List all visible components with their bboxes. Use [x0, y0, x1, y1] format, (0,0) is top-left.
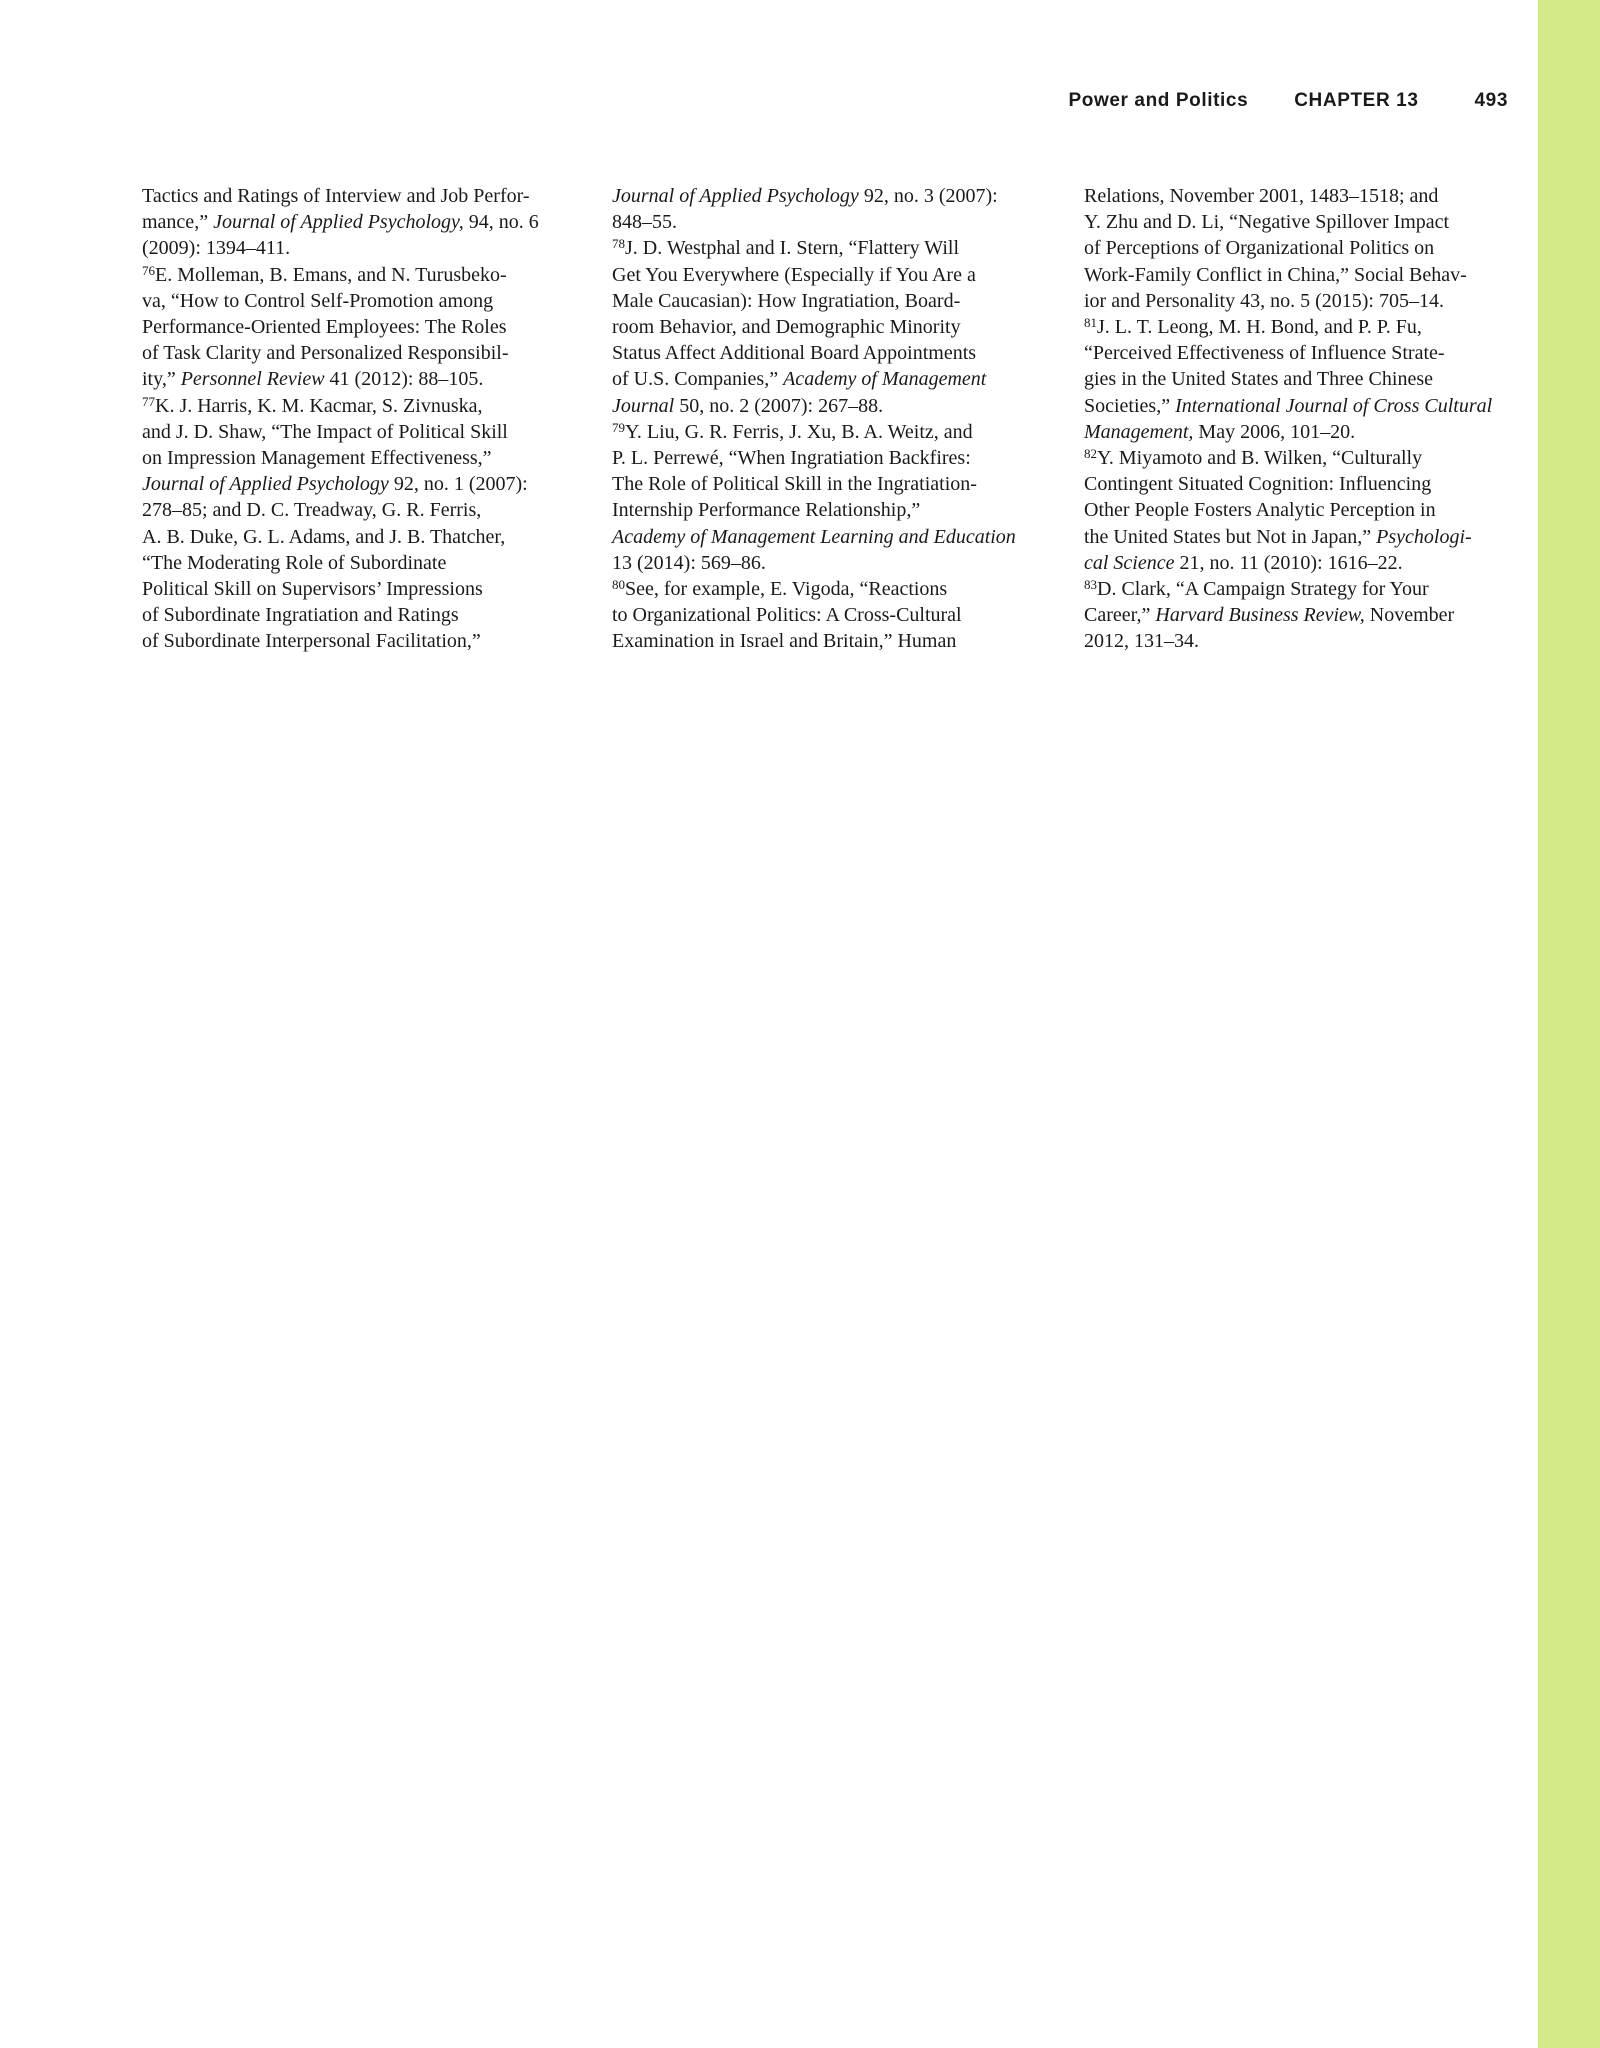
endnote-line [142, 183, 572, 209]
endnote-line [612, 393, 1042, 419]
endnote-line [1084, 183, 1522, 209]
endnote-line [1084, 209, 1522, 235]
endnote-text: mance,” [142, 211, 214, 234]
endnote-text: Career,” [1084, 604, 1156, 627]
endnote-text: va, “How to Control Self-Promotion among [142, 289, 494, 312]
endnote-text: The Role of Political Skill in the Ingratiation- [612, 473, 977, 496]
endnote-text: 278–85; and D. C. Treadway, G. R. Ferris, [142, 499, 482, 522]
page-number: 493 [1474, 90, 1508, 111]
endnote-text: of Task Clarity and Personalized Responsibil- [142, 342, 509, 365]
endnote-text: Y. Liu, G. R. Ferris, J. Xu, B. A. Weitz, and [625, 420, 973, 443]
endnote-text: the United States but Not in Japan,” [1084, 525, 1377, 548]
endnote-italic-text: Journal of Applied Psychology [142, 473, 389, 496]
endnote-text: Internship Performance Relationship,” [612, 499, 921, 522]
endnote-line [612, 497, 1042, 523]
endnote-line [612, 628, 1042, 654]
endnote-line [142, 288, 572, 314]
endnote-number: 81 [1084, 315, 1097, 331]
endnote-text: of Perceptions of Organizational Politics on [1084, 237, 1435, 260]
endnote-line [1084, 314, 1522, 340]
endnote-line [1084, 366, 1522, 392]
endnote-italic-text: Academy of Management [783, 368, 987, 391]
endnotes-column-1 [142, 183, 572, 655]
endnote-italic-text: Journal [612, 394, 675, 417]
running-head-chapter: CHAPTER 13 [1294, 90, 1419, 111]
endnote-text: November [1364, 604, 1455, 627]
endnote-text: ity,” [142, 368, 181, 391]
endnote-text: Political Skill on Supervisors’ Impressions [142, 578, 483, 601]
endnote-line [612, 183, 1042, 209]
endnote-line [1084, 471, 1522, 497]
endnote-line [142, 314, 572, 340]
endnote-line [142, 576, 572, 602]
endnote-text: Performance-Oriented Employees: The Roles [142, 316, 507, 339]
endnote-text: of Subordinate Ingratiation and Ratings [142, 604, 459, 627]
endnote-text: Tactics and Ratings of Interview and Job Perfor- [142, 185, 530, 207]
endnote-text: Societies,” [1084, 394, 1176, 417]
endnote-number: 82 [1084, 446, 1097, 462]
endnote-text: Other People Fosters Analytic Perception in [1084, 499, 1436, 522]
endnote-line [142, 471, 572, 497]
endnote-text: J. L. T. Leong, M. H. Bond, and P. P. Fu, [1097, 316, 1422, 339]
endnote-line [142, 393, 572, 419]
endnote-text: “The Moderating Role of Subordinate [142, 551, 447, 574]
endnote-line [612, 209, 1042, 235]
endnote-text: 50, no. 2 (2007): 267–88. [674, 394, 884, 417]
endnote-number: 80 [612, 577, 625, 593]
endnote-line [142, 235, 572, 261]
endnote-number: 76 [142, 262, 155, 278]
endnote-number: 79 [612, 419, 625, 435]
endnote-text: See, for example, E. Vigoda, “Reactions [625, 578, 948, 601]
endnote-line [1084, 419, 1522, 445]
endnote-text: 13 (2014): 569–86. [612, 551, 766, 574]
endnote-text: D. Clark, “A Campaign Strategy for Your [1097, 578, 1429, 601]
endnote-text: 21, no. 11 (2010): 1616–22. [1174, 551, 1403, 574]
endnote-italic-text: International Journal of Cross Cultural [1175, 394, 1493, 417]
endnote-text: Relations, November 2001, 1483–1518; and [1084, 185, 1439, 207]
endnote-line [142, 602, 572, 628]
endnote-number: 78 [612, 236, 625, 252]
endnote-line [142, 550, 572, 576]
endnote-line [142, 445, 572, 471]
endnote-text: 848–55. [612, 211, 677, 234]
running-head [1000, 90, 1508, 112]
endnote-text: ior and Personality 43, no. 5 (2015): 705–14. [1084, 289, 1444, 312]
endnote-italic-text: Journal of Applied Psychology, [213, 211, 464, 234]
endnote-number: 77 [142, 393, 155, 409]
endnote-line [1084, 550, 1522, 576]
endnote-line [612, 471, 1042, 497]
endnote-text: Work-Family Conflict in China,” Social Behav- [1084, 263, 1467, 286]
endnote-text: Contingent Situated Cognition: Influencing [1084, 473, 1432, 496]
running-head-title: Power and Politics [1068, 90, 1249, 111]
endnote-text: on Impression Management Effectiveness,” [142, 447, 492, 470]
endnote-line [1084, 497, 1522, 523]
endnote-number: 83 [1084, 577, 1097, 593]
endnote-line [612, 576, 1042, 602]
endnote-line [612, 288, 1042, 314]
endnote-line [1084, 602, 1522, 628]
endnote-line [612, 366, 1042, 392]
endnotes-column-2 [612, 183, 1042, 655]
endnote-line [612, 314, 1042, 340]
endnote-line [612, 602, 1042, 628]
endnote-line [142, 628, 572, 654]
endnote-line [612, 340, 1042, 366]
endnote-italic-text: Journal of Applied Psychology [612, 185, 859, 207]
endnote-italic-text: Harvard Business Review, [1155, 604, 1365, 627]
endnote-italic-text: cal Science [1084, 551, 1175, 574]
endnote-line [612, 419, 1042, 445]
endnote-text: E. Molleman, B. Emans, and N. Turusbeko- [155, 263, 507, 286]
endnote-italic-text: Academy of Management Learning and Education [612, 525, 1016, 548]
endnote-text: gies in the United States and Three Chinese [1084, 368, 1433, 391]
endnote-line [1084, 340, 1522, 366]
endnote-text: Y. Miyamoto and B. Wilken, “Culturally [1097, 447, 1423, 470]
endnote-text: A. B. Duke, G. L. Adams, and J. B. Thatcher, [142, 525, 506, 548]
endnote-line [1084, 445, 1522, 471]
endnote-text: Get You Everywhere (Especially if You Are a [612, 263, 976, 286]
endnote-line [142, 366, 572, 392]
endnote-text: May 2006, 101–20. [1193, 420, 1356, 443]
endnote-line [1084, 524, 1522, 550]
endnote-italic-text: Psychologi- [1376, 525, 1472, 548]
endnote-line [142, 262, 572, 288]
endnote-text: 92, no. 1 (2007): [388, 473, 528, 496]
endnote-text: Y. Zhu and D. Li, “Negative Spillover Impact [1084, 211, 1450, 234]
endnote-italic-text: Management, [1084, 420, 1194, 443]
endnote-text: Examination in Israel and Britain,” Human [612, 630, 957, 653]
endnote-line [142, 524, 572, 550]
endnote-text: to Organizational Politics: A Cross-Cultural [612, 604, 962, 627]
endnote-text: J. D. Westphal and I. Stern, “Flattery Will [625, 237, 960, 260]
endnote-line [1084, 235, 1522, 261]
endnote-text: and J. D. Shaw, “The Impact of Political Skill [142, 420, 508, 443]
endnote-text: P. L. Perrewé, “When Ingratiation Backfires: [612, 447, 971, 470]
endnote-text: 94, no. 6 [463, 211, 539, 234]
endnote-line [1084, 628, 1522, 654]
endnote-text: room Behavior, and Demographic Minority [612, 316, 961, 339]
endnote-line [612, 235, 1042, 261]
endnote-line [1084, 576, 1522, 602]
endnotes-column-3 [1084, 183, 1522, 655]
endnote-text: of Subordinate Interpersonal Facilitation,” [142, 630, 481, 653]
endnote-text: K. J. Harris, K. M. Kacmar, S. Zivnuska, [155, 394, 483, 417]
endnote-text: 41 (2012): 88–105. [324, 368, 484, 391]
endnote-line [1084, 262, 1522, 288]
endnote-text: (2009): 1394–411. [142, 237, 291, 260]
endnote-line [142, 209, 572, 235]
endnote-line [612, 445, 1042, 471]
endnote-text: “Perceived Effectiveness of Influence Strate- [1084, 342, 1445, 365]
endnote-line [142, 497, 572, 523]
endnote-text: of U.S. Companies,” [612, 368, 784, 391]
endnote-line [142, 419, 572, 445]
endnote-line [612, 524, 1042, 550]
endnote-line [612, 262, 1042, 288]
endnote-text: Male Caucasian): How Ingratiation, Board- [612, 289, 961, 312]
endnote-line [1084, 288, 1522, 314]
endnote-text: 2012, 131–34. [1084, 630, 1199, 653]
endnote-text: Status Affect Additional Board Appointments [612, 342, 977, 365]
endnote-line [612, 550, 1042, 576]
side-color-band [1538, 0, 1600, 2048]
endnote-italic-text: Personnel Review [180, 368, 325, 391]
endnote-line [142, 340, 572, 366]
endnote-line [1084, 393, 1522, 419]
endnote-text: 92, no. 3 (2007): [858, 185, 998, 207]
